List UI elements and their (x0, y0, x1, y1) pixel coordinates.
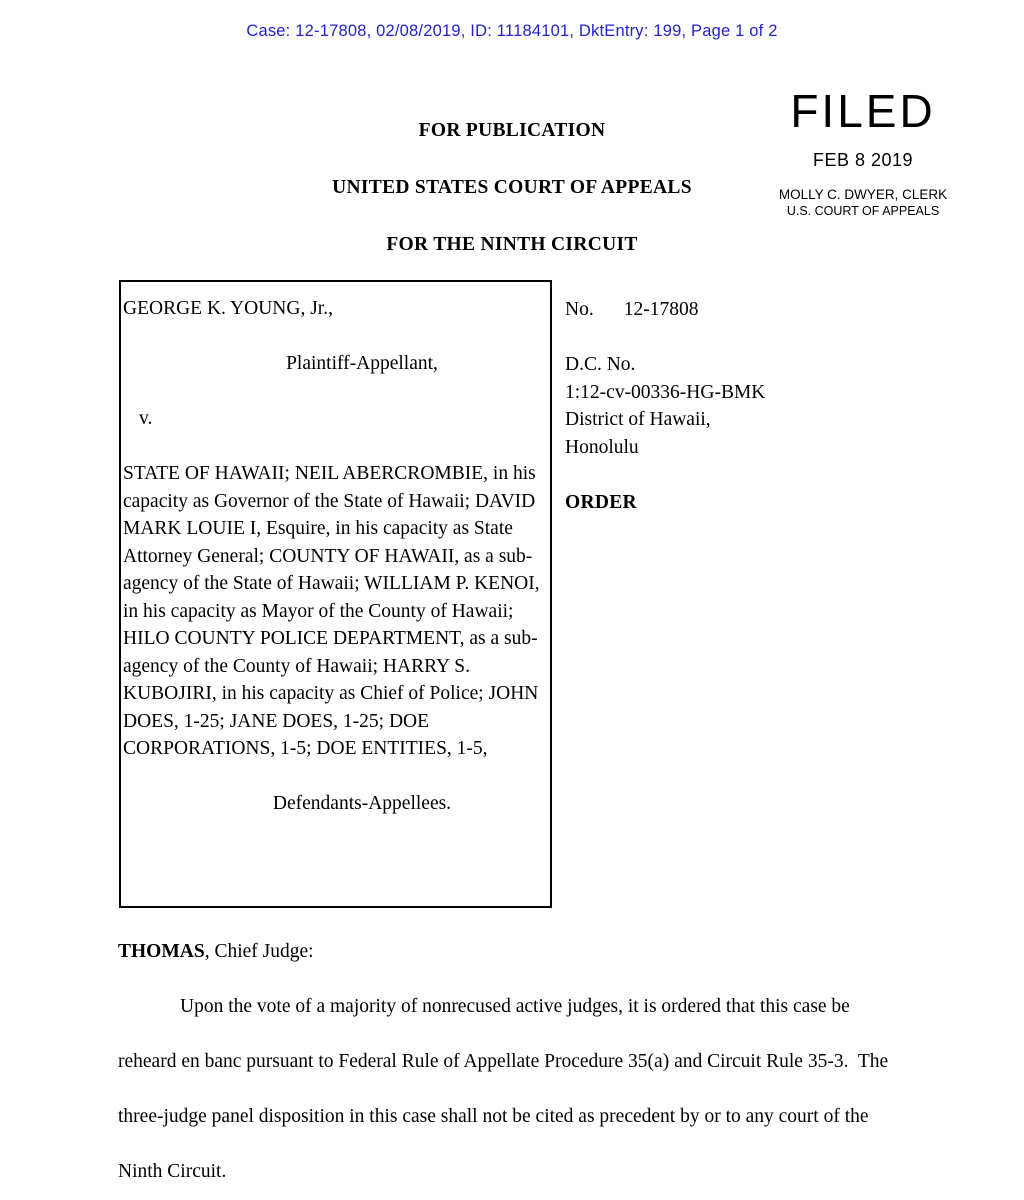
filed-label: FILED (790, 85, 936, 137)
court-name-heading: UNITED STATES COURT OF APPEALS (332, 177, 692, 198)
plaintiff-role: Plaintiff-Appellant, (286, 353, 438, 374)
case-info-column (565, 296, 945, 516)
defendants-role: Defendants-Appellees. (272, 793, 452, 814)
caption-spacer (123, 378, 546, 406)
district-city: Honolulu (565, 436, 639, 458)
ecf-stamp-line: Case: 12-17808, 02/08/2019, ID: 11184101, DktEntry: 199, Page 1 of 2 (246, 22, 778, 40)
case-number-label: No. (565, 299, 594, 320)
judge-signature-line (118, 938, 910, 965)
filed-date: FEB 8 2019 (812, 150, 914, 170)
defendants-list: STATE OF HAWAII; NEIL ABERCROMBIE, in his capacity as Governor of the State of Hawaii; DAVID MARK LOUIE I, Esquire, in his capacity as State Attorney General; COUNTY OF HAWAII, as a sub-agency of the State of Hawaii; WILLIAM P. KENOI, in his capacity as Mayor of the County of Hawaii; HILO COUNTY POLICE DEPARTMENT, as a sub-agency of the County of Hawaii; HARRY S. KUBOJIRI, in his capacity as Chief of Police; JOHN DOES, 1-25; JANE DOES, 1-25; DOE CORPORATIONS, 1-5; DOE ENTITIES, 1-5, (123, 463, 540, 759)
clerk-name: MOLLY C. DWYER, CLERK (778, 187, 948, 202)
filed-stamp (758, 85, 968, 218)
case-number-line (565, 296, 945, 324)
district-line: District of Hawaii, (565, 409, 711, 430)
case-caption-box (119, 280, 552, 908)
case-number-value: 12-17808 (623, 299, 699, 320)
dc-number-value: 1:12-cv-00336-HG-BMK (565, 381, 766, 403)
caption-spacer (123, 323, 546, 351)
order-body (118, 938, 910, 1199)
caption-spacer (123, 433, 546, 461)
plaintiff-name: GEORGE K. YOUNG, Jr., (123, 298, 333, 319)
versus-label: v. (139, 408, 153, 429)
caption-spacer (123, 763, 546, 791)
case-info-spacer (565, 461, 945, 489)
judge-name: THOMAS (118, 941, 205, 962)
order-label: ORDER (565, 491, 637, 513)
clerk-office: U.S. COURT OF APPEALS (786, 204, 940, 218)
case-info-spacer (565, 324, 945, 352)
dc-number-label: D.C. No. (565, 354, 636, 375)
order-text-paragraph: Upon the vote of a majority of nonrecused active judges, it is ordered that this case be reheard en banc pursuant to Federal Rule of Appellate Procedure 35(a) and Circuit Rule 35-3. The three-judge panel disposition in this case shall not be cited as precedent by or to any court of the Ninth Circuit. (118, 996, 894, 1182)
judge-title: , Chief Judge: (204, 941, 314, 962)
circuit-heading: FOR THE NINTH CIRCUIT (386, 234, 638, 255)
for-publication-heading: FOR PUBLICATION (418, 120, 606, 141)
